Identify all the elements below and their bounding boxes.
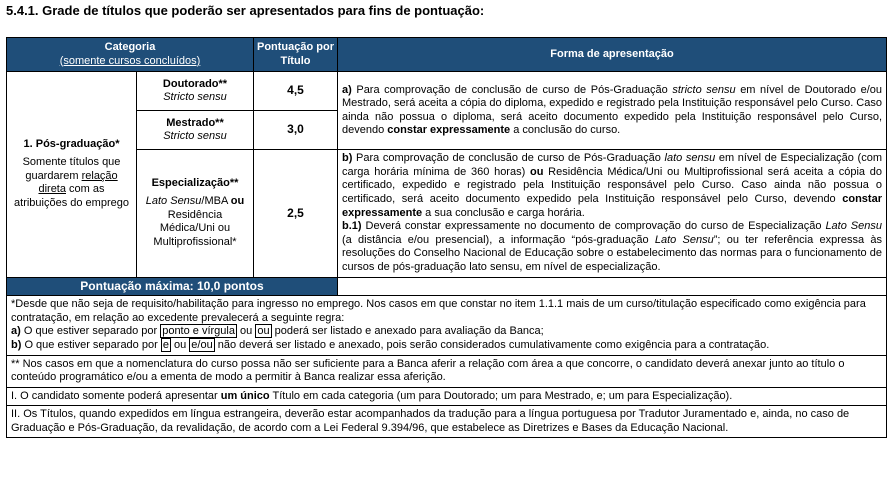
forma-b1-paragraph bbox=[342, 220, 882, 274]
note3-row bbox=[7, 387, 887, 406]
note1-a-text: O que estiver separado por bbox=[20, 325, 161, 338]
row-doutorado bbox=[7, 72, 887, 111]
category-title: 1. Pós-graduação* bbox=[23, 138, 120, 151]
category-cell bbox=[7, 72, 137, 277]
note3-text-2: Título em cada categoria (um para Doutorado; um para Mestrado, e; um para Especialização). bbox=[269, 389, 733, 402]
header-forma: Forma de apresentação bbox=[338, 38, 887, 72]
section-heading: 5.4.1. Grade de títulos que poderão ser apresentados para fins de pontuação: bbox=[6, 3, 485, 18]
degree-especializacao-text: /MBA bbox=[201, 194, 231, 207]
note1-intro: *Desde que não seja de requisito/habilitação para ingresso no emprego. Nos casos em que constar no item 1.1.1 mais de um curso/titulação especificado como exigência para contratação, em relação ao excedente prevalecerá a seguinte regra: bbox=[11, 298, 866, 324]
forma-b1-text-2: (a distância e/ou presencial), a informação “pós-graduação bbox=[342, 233, 655, 246]
degree-especializacao bbox=[137, 150, 254, 277]
degree-especializacao-text-2: Residência Médica/Uni ou Multiprofissional* bbox=[153, 208, 237, 248]
score-especializacao: 2,5 bbox=[254, 150, 338, 277]
note4-cell: II. Os Títulos, quando expedidos em língua estrangeira, deverão estar acompanhados da tradução para a língua portuguesa por Tradutor Juramentado e, ainda, no caso de Graduação e Pós-Graduação, da revalidação, de acordo com a Lei Federal 9.394/96, que estabelece as Diretrizes e Bases da Educação Nacional. bbox=[7, 406, 887, 438]
forma-b-paragraph bbox=[342, 152, 882, 220]
max-score-empty-cell bbox=[338, 277, 887, 296]
degree-mestrado bbox=[137, 111, 254, 150]
forma-b-bold: constar expressamente bbox=[342, 192, 882, 219]
degree-especializacao-ou: ou bbox=[230, 194, 245, 207]
note1-a-boxed-2: ou bbox=[257, 325, 270, 338]
degree-mestrado-name: Mestrado** bbox=[166, 116, 224, 129]
degree-doutorado-sub: Stricto sensu bbox=[163, 91, 227, 104]
degree-especializacao-italic: Lato Sensu bbox=[145, 194, 202, 207]
score-doutorado: 4,5 bbox=[254, 72, 338, 111]
header-pontuacao: Pontuação por Título bbox=[254, 38, 338, 72]
forma-b-italic: lato sensu bbox=[664, 152, 716, 165]
note1-a-label: a) bbox=[11, 325, 21, 338]
degree-mestrado-sub: Stricto sensu bbox=[163, 130, 227, 143]
forma-b1-italic-2: Lato Sensu bbox=[654, 233, 714, 246]
header-categoria-sub: (somente cursos concluídos) bbox=[59, 54, 201, 67]
forma-b-ou: ou bbox=[530, 165, 544, 178]
category-desc-underlined: relação direta bbox=[38, 169, 118, 196]
note1-b-text-2: ou bbox=[170, 338, 190, 351]
degree-especializacao-sub bbox=[141, 195, 249, 249]
score-mestrado: 3,0 bbox=[254, 111, 338, 150]
forma-b-text: Para comprovação de conclusão de curso de Pós-Graduação bbox=[352, 152, 665, 165]
degree-doutorado-name: Doutorado** bbox=[162, 77, 228, 90]
note1-a-text-3: poderá ser listado e anexado para avaliação da Banca; bbox=[271, 325, 544, 338]
forma-b1-text-3: ”; ou ter referência expressa às resoluções do Conselho Nacional de Educação sobre o estabelecimento das normas para o funcionamento de cursos de pós-graduação lato sensu, em nível de especialização. bbox=[342, 233, 883, 273]
forma-b-text-3: Residência Médica/Uni ou Multiprofissional será aceita a cópia do certificado, expedido e registrado pela Instituição responsável pelo Curso. Caso ainda não possua o certificado, será aceito documento expedido pela Instituição responsável pelo Curso, devendo bbox=[342, 165, 882, 205]
note1-b-text-3: não deverá ser listado e anexado, pois serão considerados cumulativamente como exigência para a contratação. bbox=[214, 338, 770, 351]
note2-cell: ** Nos casos em que a nomenclatura do curso possa não ser suficiente para a Banca aferir a relação com área a que concorre, o candidato deverá anexar junto ao título o conteúdo programático e/ou a ementa de modo a permitir à Banca realizar essa aferição. bbox=[7, 355, 887, 387]
header-categoria bbox=[7, 38, 254, 72]
category-desc-text-end: com as atribuições do emprego bbox=[14, 183, 129, 209]
note1-b-boxed-1: e bbox=[162, 338, 169, 351]
max-score: Pontuação máxima: 10,0 pontos bbox=[7, 277, 338, 296]
forma-b1-label: b.1) bbox=[342, 220, 362, 233]
category-description bbox=[11, 156, 132, 210]
forma-b1-text: Deverá constar expressamente no documento de comprovação do curso de Especialização bbox=[361, 220, 826, 233]
note3-bold: um único bbox=[220, 389, 270, 402]
header-categoria-label: Categoria bbox=[104, 41, 156, 53]
note1-rule-a bbox=[11, 325, 882, 339]
note3-text: I. O candidato somente poderá apresentar bbox=[11, 389, 221, 402]
note1-b-label: b) bbox=[11, 338, 22, 351]
note3-cell bbox=[7, 387, 887, 406]
note2-row bbox=[7, 355, 887, 387]
forma-a-bold: constar expressamente bbox=[387, 124, 511, 137]
forma-b-label: b) bbox=[342, 152, 353, 165]
row-especializacao bbox=[7, 150, 887, 277]
note1-row bbox=[7, 296, 887, 355]
degree-especializacao-name: Especialização** bbox=[151, 177, 239, 190]
note1-rule-b bbox=[11, 339, 882, 353]
titles-grid-table bbox=[6, 37, 887, 438]
max-score-row bbox=[7, 277, 887, 296]
note1-b-boxed-2: e/ou bbox=[191, 338, 213, 351]
note1-cell bbox=[7, 296, 887, 355]
forma-a-text-2: em nível de Doutorado e/ou Mestrado, será aceita a cópia do diploma, expedido e registrado pela Instituição responsável pelo Curso. Caso ainda não possua o diploma, será aceito documento expedido pela Instituição responsável pelo Curso, devendo bbox=[342, 83, 883, 137]
degree-doutorado bbox=[137, 72, 254, 111]
forma-b1-italic: Lato Sensu bbox=[825, 220, 882, 233]
note1-b-text: O que estiver separado por bbox=[21, 338, 161, 351]
forma-b-text-4: a sua conclusão e carga horária. bbox=[422, 206, 585, 219]
forma-a-text-3: a conclusão do curso. bbox=[510, 124, 621, 137]
forma-a-label: a) bbox=[342, 83, 352, 96]
forma-b-cell bbox=[338, 150, 887, 277]
note1-a-text-2: ou bbox=[236, 325, 256, 338]
category-desc-text: Somente títulos que guardarem bbox=[22, 155, 121, 182]
note4-row bbox=[7, 406, 887, 438]
forma-a-text: Para comprovação de conclusão de curso de Pós-Graduação bbox=[351, 83, 673, 96]
note1-a-boxed-1: ponto e vírgula bbox=[162, 325, 235, 338]
forma-a-italic: stricto sensu bbox=[672, 83, 736, 96]
header-row bbox=[7, 38, 887, 72]
forma-a-cell bbox=[338, 72, 887, 150]
forma-b-text-2: em nível de Especialização (com carga horária mínima de 360 horas) bbox=[342, 152, 882, 178]
